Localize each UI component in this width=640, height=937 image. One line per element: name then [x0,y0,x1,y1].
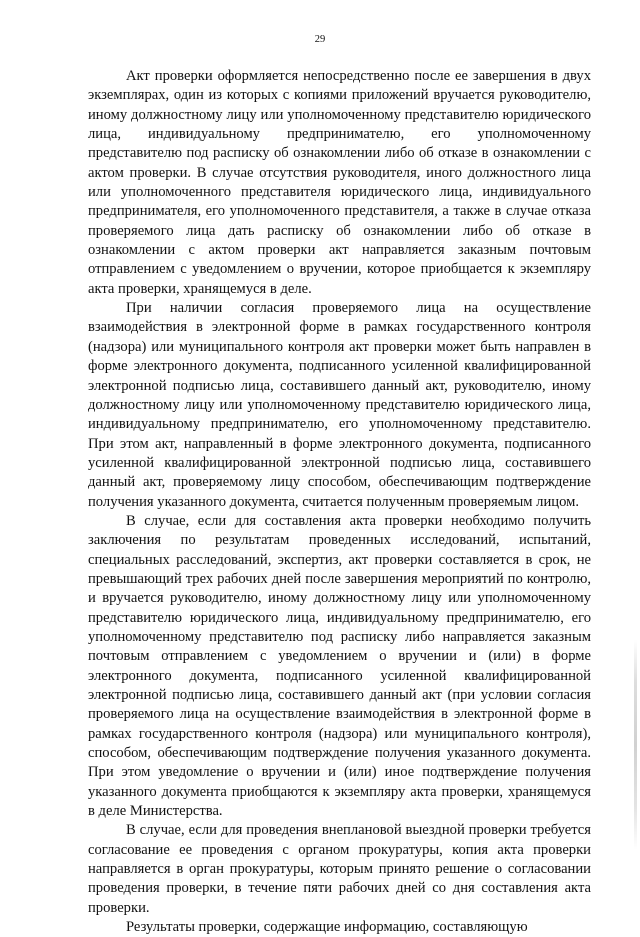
page-number: 29 [314,34,326,45]
paragraph-act-delivery: Акт проверки оформляется непосредственно после ее завершения в двух экземплярах, один из которых с копиями приложений вручается руководителю, иному должностному лицу или уполномоченному представителю юридического лица, индивидуальному предпринимателю, его уполномоченному представителю под расписку об ознакомлении либо об отказе в ознакомлении с актом проверки. В случае отсутствия руководителя, иного должностного лица или уполномоченного представителя юридического лица, индивидуального предпринимателя, его уполномоченного представителя, а также в случае отказа проверяемого лица дать расписку об ознакомлении либо об отказе в ознакомлении с актом проверки акт направляется заказным почтовым отправлением с уведомлением о вручении, которое приобщается к экземпляру акта проверки, хранящемуся в деле. [88,68,591,297]
paragraph-prosecutor-copy: В случае, если для проведения внеплановой выездной проверки требуется согласование ее проведения с органом прокуратуры, копия акта проверки направляется в орган прокуратуры, которым принято решение о согласовании проведения проверки, в течение пяти рабочих дней со дня составления акта проверки. [88,822,591,916]
paragraph-inspection-results: Результаты проверки, содержащие информацию, составляющую [126,919,528,936]
paragraph-expert-conclusions: В случае, если для составления акта проверки необходимо получить заключения по результатам проведенных исследований, испытаний, специальных расследований, экспертиз, акт проверки составляется в срок, не превышающий трех рабочих дней после завершения мероприятий по контролю, и вручается руководителю, иному должностному лицу или уполномоченному представителю юридического лица, индивидуальному предпринимателю, его уполномоченному представителю под расписку либо направляется заказным почтовым отправлением с уведомлением о вручении и (или) в форме электронного документа, подписанного усиленной квалифицированной электронной подписью лица, составившего данный акт (при условии согласия проверяемого лица на осуществление взаимодействия в электронной форме в рамках государственного контроля (надзора) или муниципального контроля), способом, обеспечивающим подтверждение получения указанного документа. При этом уведомление о вручении и (или) иное подтверждение получения указанного документа приобщаются к экземпляру акта проверки, хранящемуся в деле Министерства. [88,512,591,820]
scan-edge-shadow [634,640,637,850]
document-body [88,67,591,937]
paragraph-electronic-form: При наличии согласия проверяемого лица на осуществление взаимодействия в электронной форме в рамках государственного контроля (надзора) или муниципального контроля акт проверки может быть направлен в форме электронного документа, подписанного усиленной квалифицированной электронной подписью лица, составившего данный акт, руководителю, иному должностному лицу или уполномоченному представителю юридического лица, индивидуальному предпринимателю, его уполномоченному представителю. При этом акт, направленный в форме электронного документа, подписанного усиленной квалифицированной электронной подписью лица, составившего данный акт, проверяемому лицу способом, обеспечивающим подтверждение получения указанного документа, считается полученным проверяемым лицом. [88,300,591,510]
